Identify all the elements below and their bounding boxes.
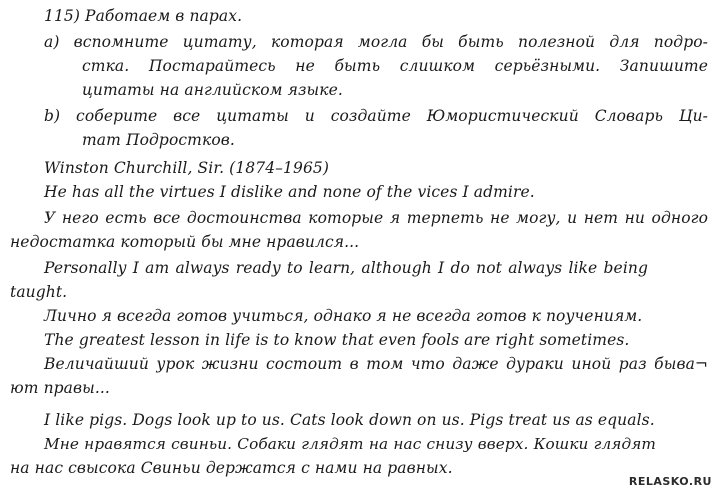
quote-author: Winston Churchill, Sir. (1874–1965) bbox=[44, 159, 330, 177]
quote-4-russian-line-1: Мне нравятся свиньи. Собаки глядят на нас снизу вверх. Кошки глядят bbox=[44, 435, 656, 453]
task-a-line-1: a) вспомните цитату, которая могла бы быть полезной для подро- bbox=[44, 33, 708, 51]
quote-3-russian-line-2: ют правы... bbox=[10, 379, 110, 397]
exercise-heading: 115) Работаем в парах. bbox=[44, 7, 243, 25]
task-b-line-1: b) соберите все цитаты и создайте Юмористический Словарь Ци- bbox=[44, 107, 708, 125]
quote-3-english: The greatest lesson in life is to know that even fools are right sometimes. bbox=[44, 331, 630, 349]
task-a-line-3: цитаты на английском языке. bbox=[82, 81, 343, 99]
quote-2-russian: Лично я всегда готов учиться, однако я не всегда готов к поучениям. bbox=[44, 307, 643, 325]
site-watermark: RELASKO.RU bbox=[628, 475, 712, 488]
quote-1-russian-line-1: У него есть все достоинства которые я терпеть не могу, и нет ни одного bbox=[44, 209, 708, 227]
task-a-line-2: стка. Постарайтесь не быть слишком серьёзными. Запишите bbox=[82, 57, 708, 75]
quote-4-english: I like pigs. Dogs look up to us. Cats look down on us. Pigs treat us as equals. bbox=[44, 411, 655, 429]
quote-2-english-line-1: Personally I am always ready to learn, although I do not always like being bbox=[44, 259, 648, 277]
quote-2-english-line-2: taught. bbox=[10, 283, 68, 301]
quote-1-english: He has all the virtues I dislike and none of the vices I admire. bbox=[44, 183, 535, 201]
quote-3-russian-line-1: Величайший урок жизни состоит в том что даже дураки иной раз быва¬ bbox=[44, 355, 708, 373]
task-b-line-2: тат Подростков. bbox=[82, 131, 235, 149]
quote-4-russian-line-2: на нас свысока Свиньи держатся с нами на равных. bbox=[10, 459, 453, 477]
quote-1-russian-line-2: недостатка который бы мне нравился... bbox=[10, 233, 360, 251]
